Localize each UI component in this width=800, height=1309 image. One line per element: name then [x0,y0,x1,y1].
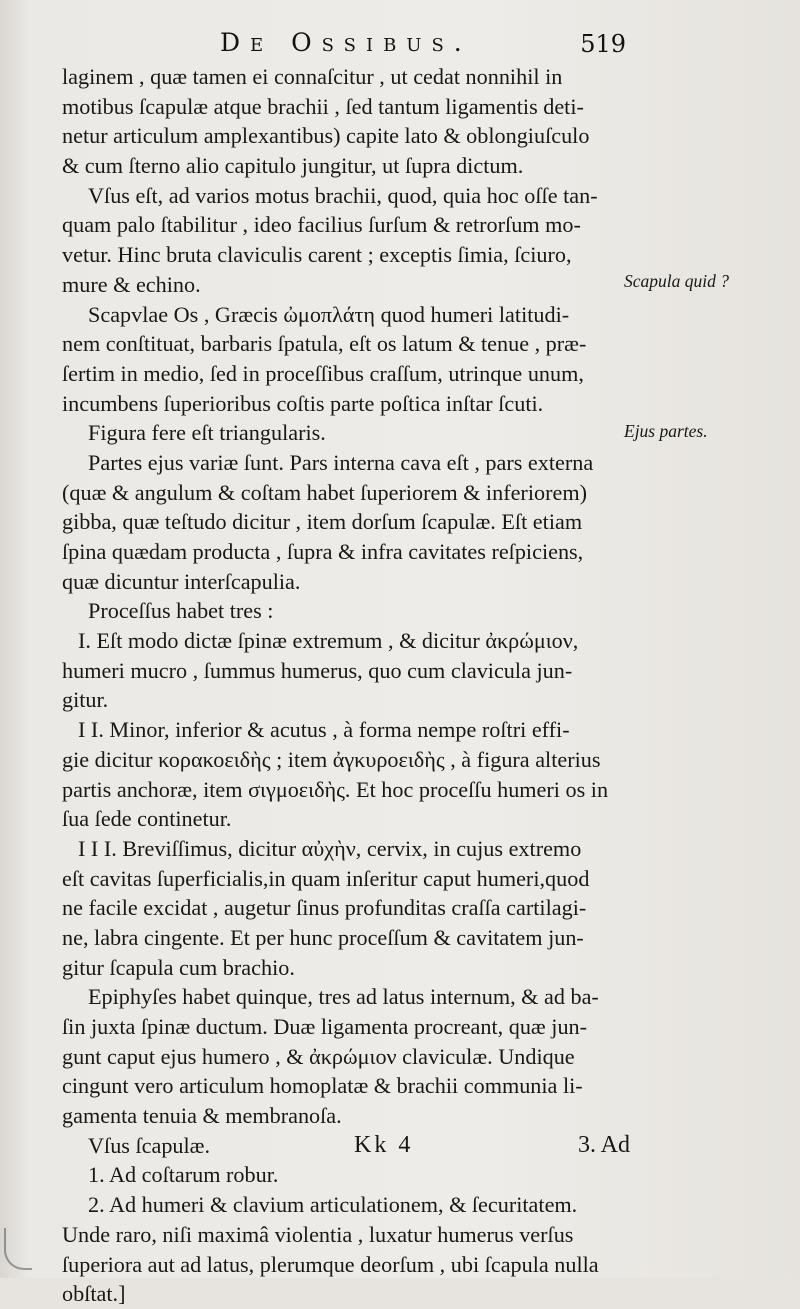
page-header [60,28,626,64]
text-line: ne facile excidat , augetur ſinus profunditas craſſa cartilagi- [62,895,587,921]
text-line: mure & echino. [62,271,201,297]
text-line: netur articulum amplexantibus) capite lato & oblongiuſculo [62,123,590,149]
text-line: quæ dicuntur interſcapulia. [62,568,301,594]
text-line: & cum ſterno alio capitulo jungitur, ut ſupra dictum. [62,153,524,179]
text-line: motibus ſcapulæ atque brachii , ſed tantum ligamentis deti- [62,93,584,119]
text-line: ſertim in medio, ſed in proceſſibus craſſum, utrinque unum, [62,360,584,386]
text-line: (quæ & angulum & coſtam habet ſuperiorem & inferiorem) [62,479,587,505]
signature-mark: Kk 4 [354,1132,414,1158]
text-line: laginem , quæ tamen ei connaſcitur , ut cedat nonnihil in [62,64,563,89]
text-line: Vſus eſt, ad varios motus brachii, quod, quia hoc oſſe tan- [88,182,598,208]
text-line: incumbens ſuperioribus coſtis parte poſtica inſtar ſcuti. [62,390,544,416]
text-line: gie dicitur κορακοειδὴς ; item ἀγκυροειδὴς , à figura alterius [62,746,601,772]
text-line: ſpina quædam producta , ſupra & infra cavitates reſpiciens, [62,539,584,564]
text-line: obſtat.] [62,1281,126,1307]
body-text [62,62,624,1309]
text-line: gitur. [62,687,109,713]
text-line: ſin juxta ſpinæ ductum. Duæ ligamenta procreant, quæ jun- [62,1014,588,1039]
text-line: quam palo ſtabilitur , ideo facilius ſurſum & retrorſum mo- [62,212,581,238]
text-line: 1. Ad coſtarum robur. [88,1162,279,1188]
text-line: ne, labra cingente. Et per hunc proceſſum & cavitatem jun- [62,924,584,950]
margin-note-scapula: Scapula quid ? [624,271,729,291]
text-line: partis anchoræ, item σιγμοειδὴς. Et hoc proceſſu humeri os in [62,776,609,802]
scan-edge-mark [4,1228,32,1270]
text-line: vetur. Hinc bruta claviculis carent ; exceptis ſimia, ſciuro, [62,242,572,268]
text-line: Vſus ſcapulæ. [88,1132,211,1158]
text-line: gitur ſcapula cum brachio. [62,954,295,980]
text-line: ſuperiora aut ad latus, plerumque deorſum , ubi ſcapula nulla [62,1251,599,1277]
text-line: eſt cavitas ſuperficialis,in quam inſeritur caput humeri,quod [62,865,590,891]
page-number: 519 [580,30,626,58]
text-line: gamenta tenuia & membranoſa. [62,1103,342,1129]
text-line: humeri mucro , ſummus humerus, quo cum clavicula jun- [62,657,573,683]
text-line: Partes ejus variæ ſunt. Pars interna cava eſt , pars externa [88,449,594,475]
text-line: gunt caput ejus humero , & ἀκρώμιον claviculæ. Undique [62,1043,575,1069]
running-title: De Ossibus. [220,28,472,57]
text-line: 2. Ad humeri & clavium articulationem, & ſecuritatem. [88,1192,578,1218]
text-line: Unde raro, niſi maximâ violentia , luxatur humerus verſus [62,1221,574,1247]
margin-note-partes: Ejus partes. [624,421,708,441]
text-line: I. Eſt modo dictæ ſpinæ extremum , & dicitur ἀκρώμιον, [78,628,579,654]
text-line: gibba, quæ teſtudo dicitur , item dorſum ſcapulæ. Eſt etiam [62,509,583,535]
text-line: Figura fere eſt triangularis. [88,420,326,446]
text-line: Proceſſus habet tres : [88,598,274,624]
text-line: Scapvlae Os , Græcis ὠμοπλάτη quod humeri latitudi- [88,301,570,327]
text-line: I I. Minor, inferior & acutus , à forma nempe roſtri effi- [78,717,570,743]
text-line: ſua ſede continetur. [62,806,232,832]
page-footer [60,1132,630,1162]
catchword: 3. Ad [577,1132,630,1158]
text-line: I I I. Breviſſimus, dicitur αὐχὴν, cervix, in cujus extremo [78,835,582,861]
text-line: nem conſtituat, barbaris ſpatula, eſt os latum & tenue , præ- [62,331,587,357]
text-line: Epiphyſes habet quinque, tres ad latus internum, & ad ba- [88,984,599,1010]
text-line: cingunt vero articulum homoplatæ & brachii communia li- [62,1073,583,1099]
